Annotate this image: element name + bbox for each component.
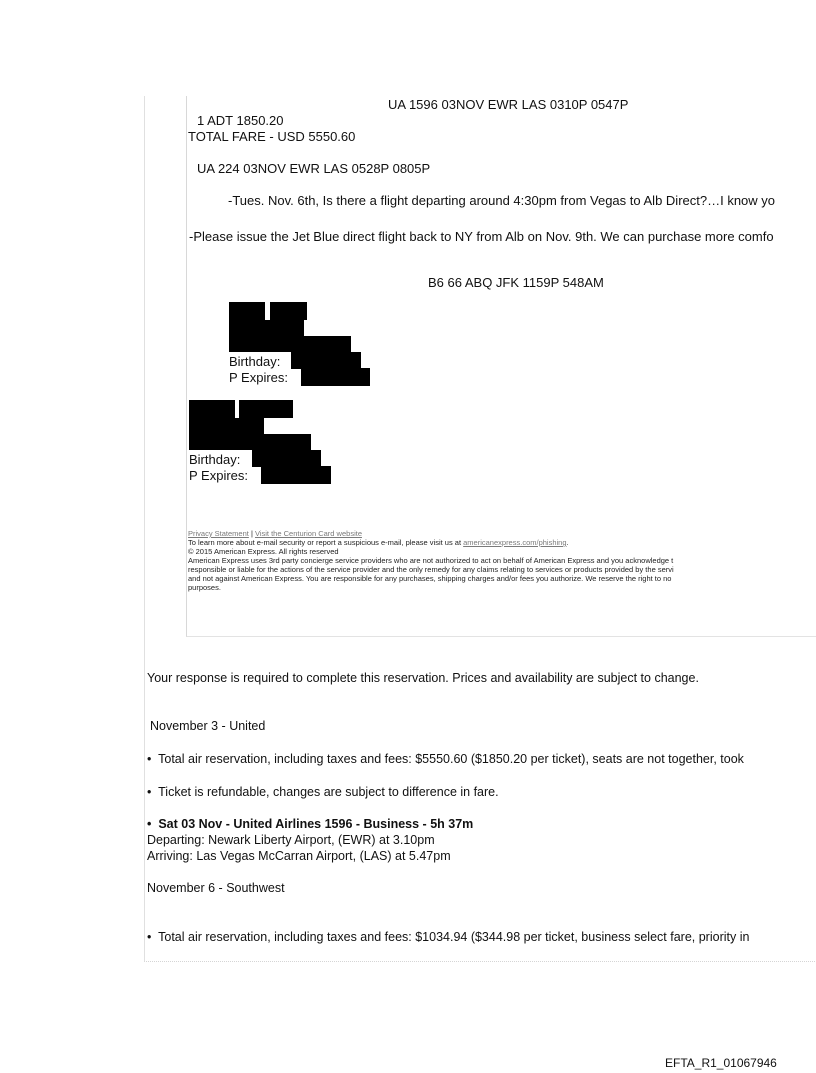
redaction-block: [189, 434, 311, 450]
bullet-icon: •: [147, 752, 152, 766]
flight-line-b6: B6 66 ABQ JFK 1159P 548AM: [428, 275, 604, 290]
copyright-text: © 2015 American Express. All rights reserved: [188, 547, 339, 556]
bullet-refundable: [147, 785, 499, 800]
disclaimer-line-1: American Express uses 3rd party concierge service providers who are not authorized to act on behalf of American Express and you acknowledge t: [188, 556, 674, 565]
flight-summary-text: Sat 03 Nov - United Airlines 1596 - Business - 5h 37m: [158, 817, 474, 831]
passenger-1-passport-label: P Expires:: [229, 370, 289, 385]
response-required-text: Your response is required to complete this reservation. Prices and availability are subject to change.: [147, 671, 699, 685]
redaction-block: [261, 466, 331, 484]
nov6-heading: November 6 - Southwest: [147, 881, 285, 895]
bullet-total-united-text: Total air reservation, including taxes and fees: $5550.60 ($1850.20 per ticket), seats are not together, took: [158, 752, 744, 766]
disclaimer-line-3: and not against American Express. You are responsible for any purchases, shipping charges and/or fees you authorize. We reserve the right to no: [188, 574, 672, 583]
phishing-text: To learn more about e-mail security or report a suspicious e-mail, please visit us at: [188, 538, 464, 547]
bullet-icon: •: [147, 930, 152, 944]
disclaimer-line-4: purposes.: [188, 583, 221, 592]
phishing-end: .: [566, 538, 569, 547]
bullet-total-united: [147, 752, 816, 767]
phishing-link[interactable]: americanexpress.com/phishing: [463, 538, 567, 547]
redaction-block: [239, 400, 293, 418]
redaction-block: [229, 336, 351, 352]
bullet-icon: •: [147, 817, 152, 831]
flight-line-ua224: UA 224 03NOV EWR LAS 0528P 0805P: [197, 161, 431, 176]
disclaimer-line-2: responsible or liable for the actions of the service provider and the only remedy for any claims relating to services or products provided by the servi: [188, 565, 674, 574]
privacy-statement-link[interactable]: Privacy Statement: [188, 529, 249, 538]
fare-adt-line: 1 ADT 1850.20: [197, 113, 284, 128]
total-fare-line: TOTAL FARE - USD 5550.60: [188, 129, 356, 144]
flight-line-ua1596: UA 1596 03NOV EWR LAS 0310P 0547P: [388, 97, 629, 112]
footer-links: [188, 529, 362, 538]
arriving-line: Arriving: Las Vegas McCarran Airport, (LAS) at 5.47pm: [147, 849, 451, 863]
redaction-block: [301, 368, 370, 386]
redaction-block: [229, 302, 265, 320]
redaction-block: [252, 450, 321, 467]
request-tuesday: -Tues. Nov. 6th, Is there a flight departing around 4:30pm from Vegas to Alb Direct?…I know yo: [228, 193, 776, 208]
passenger-2-birthday-label: Birthday:: [189, 452, 241, 467]
request-jetblue: -Please issue the Jet Blue direct flight back to NY from Alb on Nov. 9th. We can purchase more comfo: [189, 229, 774, 244]
bullet-total-southwest-text: Total air reservation, including taxes and fees: $1034.94 ($344.98 per ticket, business select fare, priority in: [158, 930, 750, 944]
redaction-block: [270, 302, 307, 320]
bullet-total-southwest: [147, 930, 816, 945]
redaction-block: [189, 400, 235, 418]
passenger-1-birthday-label: Birthday:: [229, 354, 281, 369]
footer-separator: |: [248, 529, 255, 538]
nov3-heading: November 3 - United: [150, 719, 266, 733]
redaction-block: [291, 352, 361, 369]
bullet-icon: •: [147, 785, 152, 799]
bullet-flight-summary: [147, 817, 473, 832]
passenger-2-passport-label: P Expires:: [189, 468, 249, 483]
phishing-notice: [188, 538, 569, 547]
redaction-block: [229, 320, 304, 336]
bullet-refundable-text: Ticket is refundable, changes are subject to difference in fare.: [158, 785, 499, 799]
centurion-card-link[interactable]: Visit the Centurion Card website: [254, 529, 362, 538]
redaction-block: [189, 418, 264, 434]
document-id: EFTA_R1_01067946: [665, 1056, 777, 1070]
departing-line: Departing: Newark Liberty Airport, (EWR) at 3.10pm: [147, 833, 435, 847]
